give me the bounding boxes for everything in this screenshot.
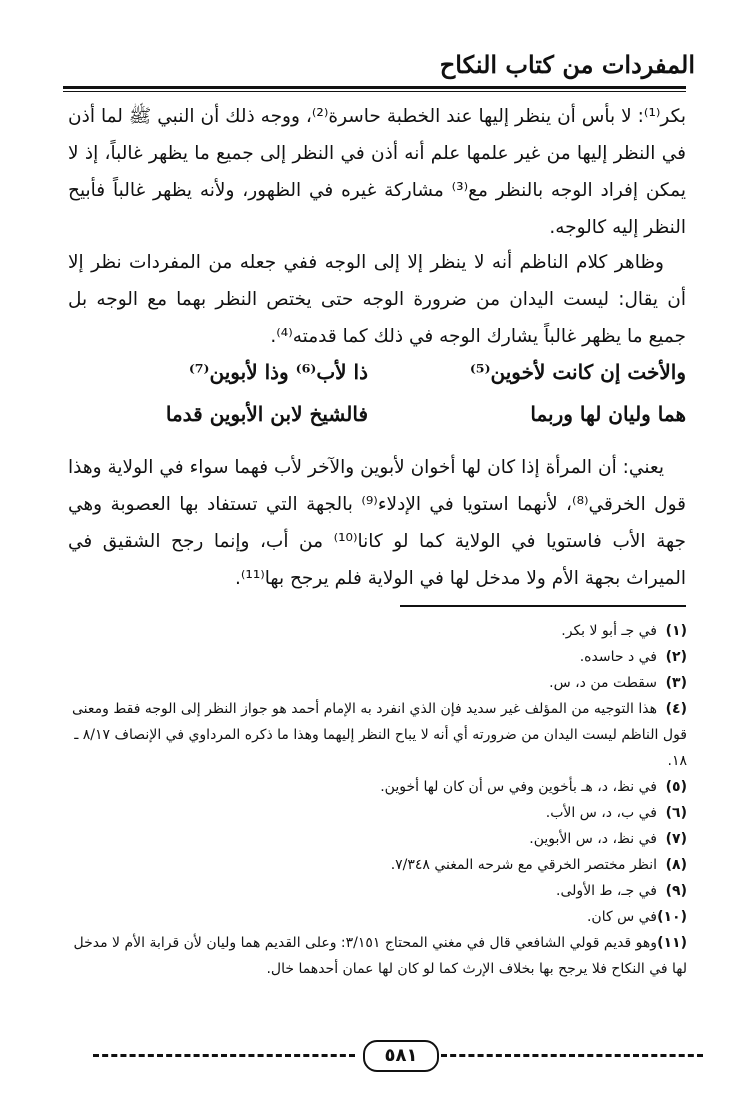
footnote-item <box>67 670 687 696</box>
verse-line-2 <box>68 396 686 436</box>
footnote-text: في ب، د، س الأب. <box>545 805 657 821</box>
footnote-item <box>67 696 687 774</box>
footer-dashed-rule-left <box>93 1054 355 1057</box>
footnote-item <box>67 774 687 800</box>
footnote-item <box>67 800 687 826</box>
running-header-title: المفردات من كتاب النكاح <box>439 50 695 79</box>
footnote-text: في نظ، د، س الأبوين. <box>529 831 657 847</box>
footnote-number: (١٠) <box>657 909 687 925</box>
verse-block <box>68 354 686 438</box>
footnote-number: (٤) <box>665 701 687 717</box>
footnote-item <box>67 826 687 852</box>
footnote-text: في س كان. <box>586 909 657 925</box>
footnote-item <box>67 904 687 930</box>
footnote-item <box>67 644 687 670</box>
footnote-item <box>67 852 687 878</box>
paragraph-3: يعني: أن المرأة إذا كان لها أخوان لأبوين والآخر لأب فهما سواء في الولاية وهذا قول الخرقي⁽⁸⁾، لأنهما استويا في الإدلاء⁽⁹⁾ بالجهة التي تستفاد بها العصوبة وهي جهة الأب فاستويا في الولاية كما لو كانا⁽¹⁰⁾ من أب، وإنما رجح الشقيق في الميراث بجهة الأم ولا مدخل لها في الولاية فلم يرجح بها⁽¹¹⁾. <box>68 457 686 589</box>
footnote-item <box>67 878 687 904</box>
footnote-number: (٥) <box>665 779 687 795</box>
footnote-number: (٧) <box>665 831 687 847</box>
header-rule-thin <box>63 91 686 92</box>
header-rule-thick <box>63 86 686 89</box>
footnote-number: (١) <box>665 623 687 639</box>
verse-1-first-hemistich: والأخت إن كانت لأخوين⁽⁵⁾ <box>469 360 686 384</box>
footnote-text: انظر مختصر الخرقي مع شرحه المغني ٧/٣٤٨. <box>390 857 657 873</box>
footnote-number: (٩) <box>665 883 687 899</box>
footnote-number: (٨) <box>665 857 687 873</box>
footnote-text: في جـ، ط الأولى. <box>556 883 657 899</box>
verse-2-first-hemistich: هما وليان لها وربما <box>530 402 686 426</box>
footnote-number: (١١) <box>657 935 687 951</box>
page-footer <box>93 1040 703 1070</box>
paragraph-2: وظاهر كلام الناظم أنه لا ينظر إلا إلى الوجه ففي جعله من المفردات نظر إلا أن يقال: ليست اليدان من ضرورة الوجه حتى يختص النظر بهما مع الوجه بل جميع ما يظهر غالباً يشارك الوجه في ذلك كما قدمته⁽⁴⁾. <box>68 252 686 347</box>
footnote-item <box>67 618 687 644</box>
footnote-text: في جـ أبو لا بكر. <box>561 623 657 639</box>
footnote-number: (٦) <box>665 805 687 821</box>
verse-2-second-hemistich: فالشيخ لابن الأبوين قدما <box>165 402 368 426</box>
footnote-item <box>67 930 687 982</box>
footnote-number: (٢) <box>665 649 687 665</box>
footnote-text: في د حاسده. <box>579 649 657 665</box>
footer-dashed-rule-right <box>441 1054 703 1057</box>
footnote-text: سقطت من د، س. <box>549 675 657 691</box>
verse-1-second-hemistich: ذا لأب⁽⁶⁾ وذا لأبوين⁽⁷⁾ <box>188 360 368 384</box>
footnote-text: هذا التوجيه من المؤلف غير سديد فإن الذي انفرد به الإمام أحمد هو جواز النظر إلى الوجه فقط ومعنى قول الناظم ليست اليدان من ضرورته أي أنه لا يباح النظر إليهما وهذا ما ذكره المرداوي في الإنصاف ٨/١٧ ـ ١٨. <box>71 701 687 769</box>
footnotes <box>67 618 687 982</box>
footnote-separator <box>400 605 686 607</box>
page-number: ٥٨١ <box>363 1040 439 1072</box>
footnote-number: (٣) <box>665 675 687 691</box>
footnote-text: وهو قديم قولي الشافعي قال في مغني المحتاج ٣/١٥١: وعلى القديم هما وليان لأن قرابة الأم لا مدخل لها في النكاح فلا يرجح بها بخلاف الإرث كما لو كان لها عمان أحدهما خال. <box>73 935 687 977</box>
footnote-text: في نظ، د، هـ بأخوين وفي س أن كان لها أخوين. <box>380 779 657 795</box>
verse-line-1 <box>68 354 686 394</box>
paragraph-1: بكر⁽¹⁾: لا بأس أن ينظر إليها عند الخطبة حاسرة⁽²⁾، ووجه ذلك أن النبي ﷺ لما أذن في النظر إليها من غير علمها علم أنه أذن في النظر إلى جميع ما يظهر غالباً، إذ لا يمكن إفراد الوجه بالنظر مع⁽³⁾ مشاركة غيره في الظهور، ولأنه يظهر غالباً فأبيح النظر إليه كالوجه. <box>68 106 686 238</box>
